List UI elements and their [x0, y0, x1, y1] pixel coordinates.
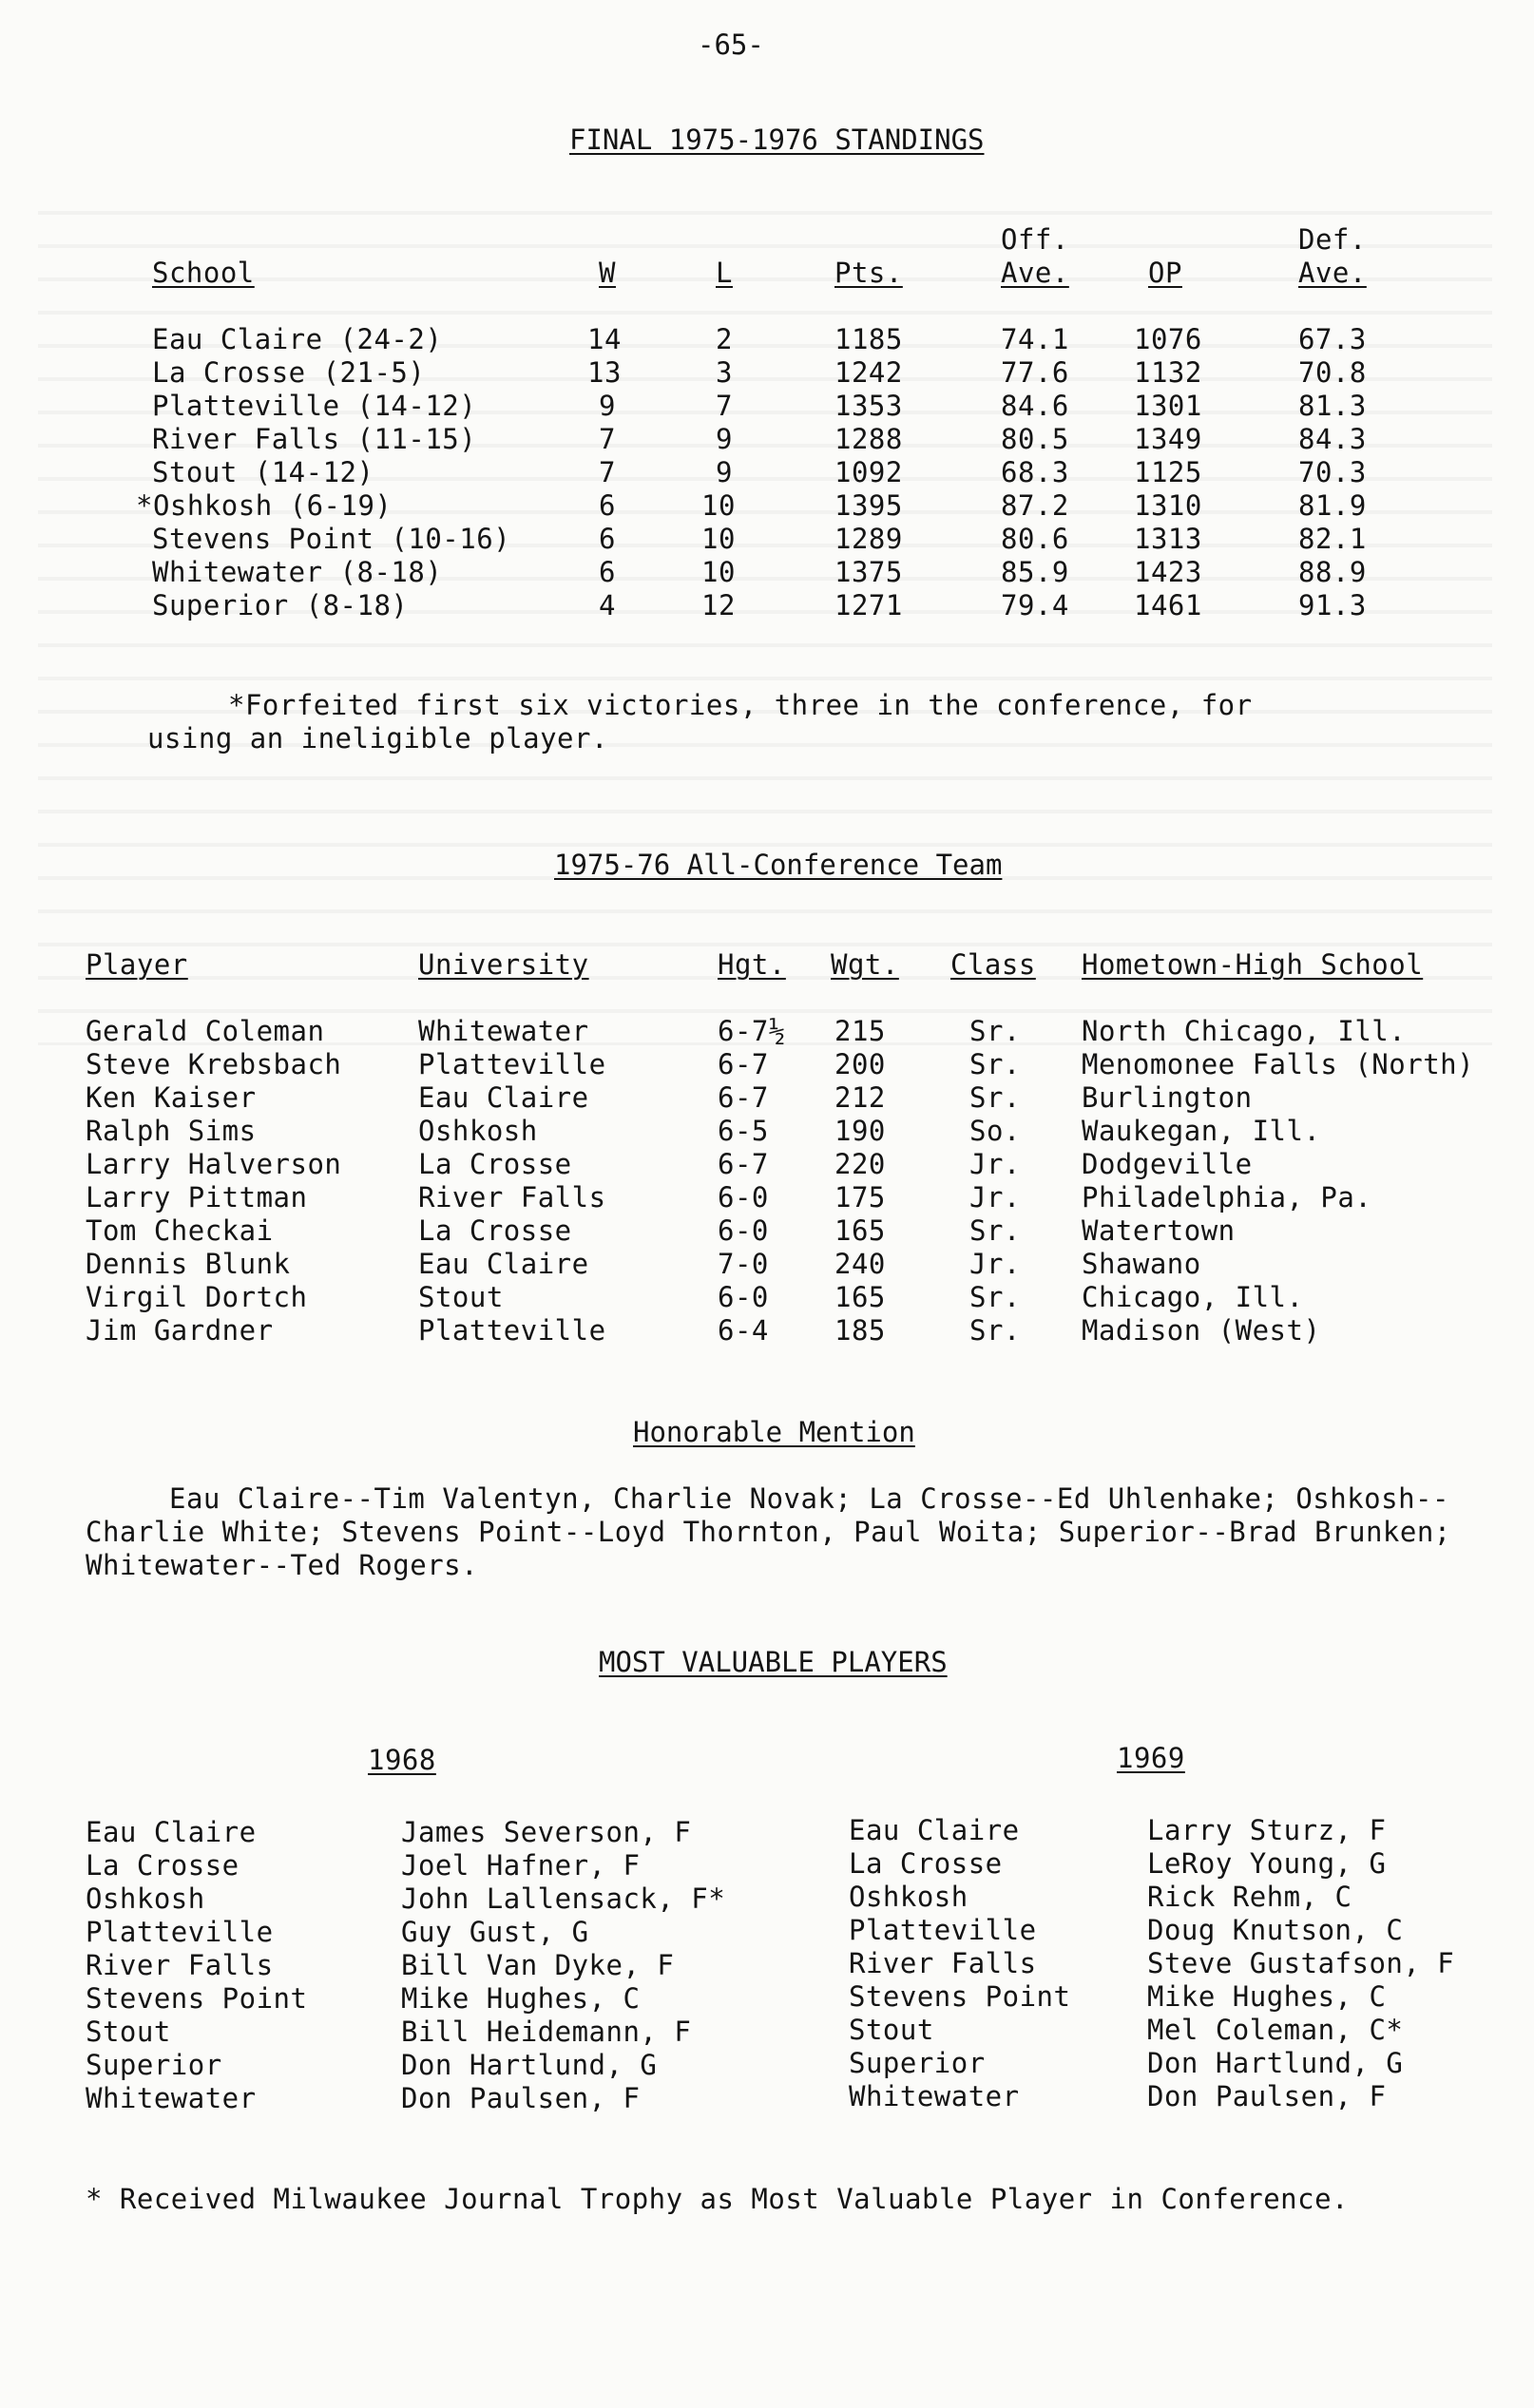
cell-off: 80.6	[1001, 523, 1069, 555]
mvp-school: Stevens Point	[86, 1982, 308, 2015]
cell-l: 10	[701, 489, 736, 522]
cell-university: Whitewater	[418, 1015, 589, 1047]
cell-university: Oshkosh	[418, 1115, 538, 1147]
col-l: L	[716, 257, 733, 289]
cell-hometown: Dodgeville	[1082, 1148, 1253, 1180]
cell-player: Gerald Coleman	[86, 1015, 325, 1047]
page-number: -65-	[698, 29, 764, 61]
mvp-player: Rick Rehm, C	[1147, 1881, 1352, 1913]
cell-player: Ralph Sims	[86, 1115, 257, 1147]
cell-class: Jr.	[969, 1148, 1021, 1180]
col-hgt: Hgt.	[718, 948, 786, 981]
mvp-school: Superior	[849, 2047, 986, 2079]
cell-hometown: Watertown	[1082, 1214, 1236, 1247]
mvp-title: MOST VALUABLE PLAYERS	[599, 1646, 948, 1678]
cell-l: 9	[716, 423, 733, 455]
mvp-player: Bill Heidemann, F	[401, 2016, 692, 2048]
col-hometown: Hometown-High School	[1082, 948, 1424, 981]
cell-def: 67.3	[1298, 323, 1367, 355]
mvp-year-1969: 1969	[1117, 1742, 1185, 1774]
cell-pts: 1271	[834, 589, 903, 621]
cell-hometown: Madison (West)	[1082, 1314, 1321, 1347]
cell-pts: 1242	[834, 356, 903, 389]
cell-university: La Crosse	[418, 1214, 572, 1247]
col-player: Player	[86, 948, 188, 981]
cell-wgt: 220	[834, 1148, 886, 1180]
cell-w: 14	[587, 323, 622, 355]
cell-university: Eau Claire	[418, 1248, 589, 1280]
col-off-top: Off.	[1001, 223, 1069, 256]
mvp-school: Eau Claire	[86, 1816, 257, 1848]
cell-player: Steve Krebsbach	[86, 1048, 342, 1080]
cell-w: 6	[599, 556, 616, 588]
cell-hgt: 6-4	[718, 1314, 769, 1347]
cell-pts: 1185	[834, 323, 903, 355]
col-op: OP	[1148, 257, 1182, 289]
mvp-player: Larry Sturz, F	[1147, 1814, 1387, 1846]
cell-op: 1461	[1134, 589, 1202, 621]
mvp-year-1968: 1968	[368, 1744, 436, 1776]
cell-player: Ken Kaiser	[86, 1081, 257, 1114]
mvp-player: Steve Gustafson, F	[1147, 1947, 1455, 1979]
mvp-player: Joel Hafner, F	[401, 1849, 641, 1882]
honorable-mention-line3: Whitewater--Ted Rogers.	[86, 1549, 479, 1581]
cell-w: 6	[599, 523, 616, 555]
cell-off: 85.9	[1001, 556, 1069, 588]
cell-class: Sr.	[969, 1314, 1021, 1347]
mvp-school: Stout	[86, 2016, 171, 2048]
cell-l: 10	[701, 556, 736, 588]
standings-footnote-line1: *Forfeited first six victories, three in the conference, for	[228, 689, 1253, 721]
cell-op: 1076	[1134, 323, 1202, 355]
cell-off: 68.3	[1001, 456, 1069, 488]
cell-school: *Oshkosh (6-19)	[136, 489, 393, 522]
all-conference-title: 1975-76 All-Conference Team	[554, 849, 1003, 881]
cell-op: 1423	[1134, 556, 1202, 588]
cell-player: Tom Checkai	[86, 1214, 274, 1247]
cell-university: River Falls	[418, 1181, 606, 1214]
cell-pts: 1375	[834, 556, 903, 588]
honorable-mention-line2: Charlie White; Stevens Point--Loyd Thornton, Paul Woita; Superior--Brad Brunken;	[86, 1516, 1451, 1548]
cell-l: 9	[716, 456, 733, 488]
mvp-school: Whitewater	[86, 2082, 257, 2114]
cell-def: 70.8	[1298, 356, 1367, 389]
mvp-player: John Lallensack, F*	[401, 1882, 726, 1915]
cell-off: 80.5	[1001, 423, 1069, 455]
mvp-player: Bill Van Dyke, F	[401, 1949, 675, 1981]
cell-w: 6	[599, 489, 616, 522]
cell-hometown: Philadelphia, Pa.	[1082, 1181, 1372, 1214]
col-def-bottom: Ave.	[1298, 257, 1367, 289]
cell-w: 9	[599, 390, 616, 422]
col-w: W	[599, 257, 616, 289]
mvp-player: Mel Coleman, C*	[1147, 2014, 1404, 2046]
cell-university: Platteville	[418, 1314, 606, 1347]
mvp-school: Stout	[849, 2014, 934, 2046]
cell-school: Whitewater (8-18)	[152, 556, 443, 588]
cell-hgt: 6-0	[718, 1181, 769, 1214]
cell-university: Stout	[418, 1281, 504, 1313]
cell-l: 12	[701, 589, 736, 621]
cell-player: Virgil Dortch	[86, 1281, 308, 1313]
cell-hometown: Waukegan, Ill.	[1082, 1115, 1321, 1147]
mvp-school: Whitewater	[849, 2080, 1020, 2112]
cell-op: 1125	[1134, 456, 1202, 488]
col-university: University	[418, 948, 589, 981]
cell-wgt: 185	[834, 1314, 886, 1347]
cell-player: Jim Gardner	[86, 1314, 274, 1347]
standings-footnote-line2: using an ineligible player.	[147, 722, 608, 755]
cell-class: Sr.	[969, 1281, 1021, 1313]
col-pts: Pts.	[834, 257, 903, 289]
cell-hometown: Burlington	[1082, 1081, 1253, 1114]
cell-def: 81.9	[1298, 489, 1367, 522]
cell-pts: 1092	[834, 456, 903, 488]
cell-class: Sr.	[969, 1015, 1021, 1047]
standings-title: FINAL 1975-1976 STANDINGS	[569, 124, 985, 156]
mvp-player: Guy Gust, G	[401, 1916, 589, 1948]
cell-def: 88.9	[1298, 556, 1367, 588]
mvp-player: Mike Hughes, C	[1147, 1980, 1387, 2013]
cell-school: Stevens Point (10-16)	[152, 523, 511, 555]
cell-pts: 1353	[834, 390, 903, 422]
cell-def: 81.3	[1298, 390, 1367, 422]
cell-off: 87.2	[1001, 489, 1069, 522]
cell-class: Jr.	[969, 1181, 1021, 1214]
cell-wgt: 212	[834, 1081, 886, 1114]
cell-l: 10	[701, 523, 736, 555]
mvp-player: Don Paulsen, F	[1147, 2080, 1387, 2112]
cell-university: La Crosse	[418, 1148, 572, 1180]
col-def-top: Def.	[1298, 223, 1367, 256]
col-class: Class	[950, 948, 1036, 981]
cell-hgt: 6-7	[718, 1048, 769, 1080]
mvp-player: Mike Hughes, C	[401, 1982, 641, 2015]
cell-hometown: Chicago, Ill.	[1082, 1281, 1304, 1313]
cell-l: 3	[716, 356, 733, 389]
cell-class: Jr.	[969, 1248, 1021, 1280]
cell-school: Platteville (14-12)	[152, 390, 477, 422]
mvp-school: La Crosse	[849, 1847, 1003, 1880]
cell-hometown: North Chicago, Ill.	[1082, 1015, 1407, 1047]
cell-hgt: 6-0	[718, 1281, 769, 1313]
cell-wgt: 165	[834, 1281, 886, 1313]
cell-l: 7	[716, 390, 733, 422]
cell-player: Larry Halverson	[86, 1148, 342, 1180]
mvp-school: Platteville	[849, 1914, 1037, 1946]
cell-player: Dennis Blunk	[86, 1248, 291, 1280]
cell-off: 79.4	[1001, 589, 1069, 621]
mvp-school: Oshkosh	[86, 1882, 205, 1915]
mvp-school: La Crosse	[86, 1849, 240, 1882]
cell-def: 84.3	[1298, 423, 1367, 455]
mvp-school: River Falls	[849, 1947, 1037, 1979]
cell-school: Eau Claire (24-2)	[152, 323, 443, 355]
mvp-school: Platteville	[86, 1916, 274, 1948]
col-off-bottom: Ave.	[1001, 257, 1069, 289]
cell-l: 2	[716, 323, 733, 355]
cell-hometown: Menomonee Falls (North)	[1082, 1048, 1475, 1080]
cell-op: 1349	[1134, 423, 1202, 455]
cell-school: La Crosse (21-5)	[152, 356, 426, 389]
cell-off: 77.6	[1001, 356, 1069, 389]
mvp-school: Stevens Point	[849, 1980, 1071, 2013]
cell-university: Eau Claire	[418, 1081, 589, 1114]
honorable-mention-title: Honorable Mention	[633, 1416, 915, 1448]
cell-w: 7	[599, 456, 616, 488]
mvp-school: Superior	[86, 2049, 222, 2081]
cell-pts: 1288	[834, 423, 903, 455]
cell-class: Sr.	[969, 1081, 1021, 1114]
mvp-school: River Falls	[86, 1949, 274, 1981]
mvp-player: Don Hartlund, G	[1147, 2047, 1404, 2079]
cell-def: 70.3	[1298, 456, 1367, 488]
cell-wgt: 165	[834, 1214, 886, 1247]
cell-wgt: 240	[834, 1248, 886, 1280]
cell-player: Larry Pittman	[86, 1181, 308, 1214]
cell-hgt: 6-0	[718, 1214, 769, 1247]
cell-pts: 1289	[834, 523, 903, 555]
col-school: School	[152, 257, 255, 289]
mvp-player: Don Paulsen, F	[401, 2082, 641, 2114]
mvp-school: Oshkosh	[849, 1881, 968, 1913]
cell-school: River Falls (11-15)	[152, 423, 477, 455]
cell-hgt: 7-0	[718, 1248, 769, 1280]
cell-op: 1132	[1134, 356, 1202, 389]
cell-hgt: 6-7	[718, 1081, 769, 1114]
mvp-footnote: * Received Milwaukee Journal Trophy as Most Valuable Player in Conference.	[86, 2183, 1350, 2215]
cell-w: 7	[599, 423, 616, 455]
cell-w: 4	[599, 589, 616, 621]
cell-wgt: 215	[834, 1015, 886, 1047]
cell-pts: 1395	[834, 489, 903, 522]
cell-op: 1301	[1134, 390, 1202, 422]
cell-off: 74.1	[1001, 323, 1069, 355]
cell-hometown: Shawano	[1082, 1248, 1201, 1280]
cell-op: 1313	[1134, 523, 1202, 555]
mvp-player: James Severson, F	[401, 1816, 692, 1848]
cell-def: 82.1	[1298, 523, 1367, 555]
cell-hgt: 6-5	[718, 1115, 769, 1147]
cell-op: 1310	[1134, 489, 1202, 522]
mvp-player: Doug Knutson, C	[1147, 1914, 1404, 1946]
mvp-player: LeRoy Young, G	[1147, 1847, 1387, 1880]
col-wgt: Wgt.	[831, 948, 899, 981]
cell-class: Sr.	[969, 1048, 1021, 1080]
cell-hgt: 6-7½	[718, 1015, 786, 1047]
cell-school: Superior (8-18)	[152, 589, 409, 621]
cell-university: Platteville	[418, 1048, 606, 1080]
cell-def: 91.3	[1298, 589, 1367, 621]
cell-wgt: 190	[834, 1115, 886, 1147]
cell-class: So.	[969, 1115, 1021, 1147]
mvp-school: Eau Claire	[849, 1814, 1020, 1846]
mvp-player: Don Hartlund, G	[401, 2049, 658, 2081]
cell-wgt: 200	[834, 1048, 886, 1080]
cell-hgt: 6-7	[718, 1148, 769, 1180]
honorable-mention-line1: Eau Claire--Tim Valentyn, Charlie Novak; La Crosse--Ed Uhlenhake; Oshkosh--	[169, 1482, 1449, 1515]
cell-wgt: 175	[834, 1181, 886, 1214]
cell-school: Stout (14-12)	[152, 456, 374, 488]
cell-w: 13	[587, 356, 622, 389]
cell-class: Sr.	[969, 1214, 1021, 1247]
cell-off: 84.6	[1001, 390, 1069, 422]
